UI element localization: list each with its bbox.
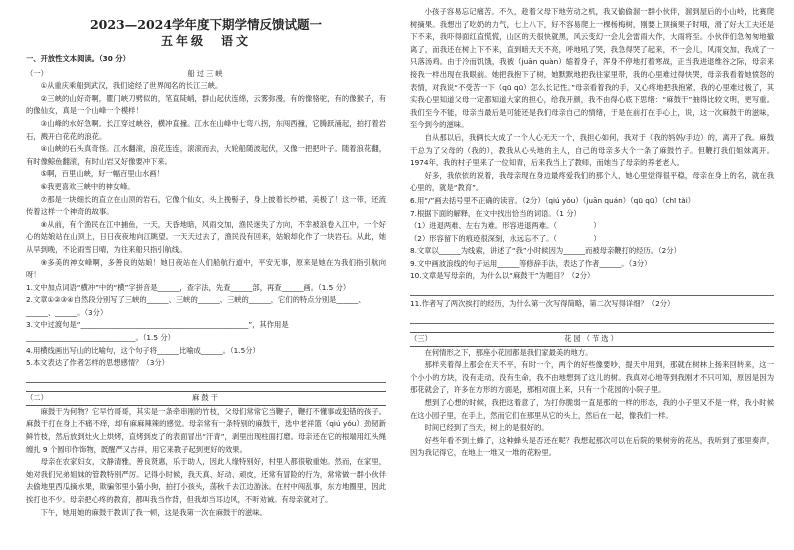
passage-1-paragraph: ⑤啊，百里山峡，好一幅百里山水画！ bbox=[40, 169, 164, 179]
question-10: 10.文章是写母亲的，为什么以“麻鼓干”为题目？（2分） bbox=[410, 271, 595, 281]
passage-1-paragraph: ⑧从前，有个渔民在江中捕鱼，一天，天昏地暗，风雨交加，渔民迷失了方向，不幸被浪卷入江中，一个好心的姑娘站在山顶上，日日夜夜地向江眺望。一天天过去了，渔民没有回来，姑娘却化作了一块岩石。从此，她从早到晚，不论雨雪日晴，为往来船只指引航线。 bbox=[26, 219, 386, 254]
passage-3-heading bbox=[410, 332, 774, 347]
question-3: 3.文中过渡句是“______________________________________________”，其作用是______________________________。（1.5 分） bbox=[26, 320, 289, 343]
passage-1-heading bbox=[26, 68, 386, 81]
passage-2-paragraph: 小孩子容易忘记痛苦。不久，趁着父母下地劳动之机，我又偷偷溜一群小伙伴，溜到屋后的小山岭，比赛爬树摘果。我想出了吃奶的力气，七上八下，好不容易爬上一棵杨梅树，刚要上顶摘果子时哦，滑了好大工夫还是下不来，我吓得面红直慌慌，山区的天很快就黑，风云变幻一会儿会雷雨大作，大雨将至。小伙伴们急匆匆地撤离了，而我还在树上下不来，直到暗天天不亮，呼地吼了哭，我急得哭了起来，不一会儿，风雨交加，我成了一只落汤鸡。由于冷而饥饿，我被（juān quàn）缩着身子，浑身不停地打着寒战，正当我进退维谷之际，母亲来接我一样出现在我眼前。她把我抱下了树，她默默地把我往家里带，我的心里难过得快哭，母亲我看着她愤怒的表情，对我说“不受苦一下（qū qū）怎么长记性。”母亲看着我的手，又心疼地把我抱紧，我的心里难过极了，其实我心里知道父母一定都知道大家的担心，给我开颜，我不由得心底下思绪：“麻鼓干”抽得比较文明，更写重。我们至今不能，母亲当最后是可能还是我们母亲自己的情绪，于是在前打在手心上，说，这一次麻鼓干的滋味，至今到今的滋味。 bbox=[410, 7, 774, 130]
section-heading: 一、开放性文本阅读。（30 分） bbox=[26, 54, 130, 63]
passage-2-number: （二） bbox=[26, 393, 48, 403]
question-7: 7.根据下面的解释，在文中找出恰当的词语。（1 分） bbox=[410, 208, 581, 218]
passage-1-paragraph: ④山峡的石头真奇怪。江水翻滚，浪花连连，滚滚而去，大轮船随波起伏，又像一把把叶子。随着浪花翻，有时像鲸鱼翻滚，有时山岩又好像要冲下来。 bbox=[26, 144, 386, 166]
question-6: 6.用“/”画去括号里不正确的读音。（2分）（qiú yǒu）（juān quán）（qū qū）（chī tài） bbox=[410, 195, 696, 205]
question-2: 2.文章①②③④自然段分别写了三峡的______、三峡的______、三峡的______，它们的特点分别是______、______、______。（3分） bbox=[26, 295, 366, 317]
question-8: 8.文章以______为线索，讲述了“我”小时候因为______而被母亲鞭打的经历。（2分） bbox=[410, 246, 681, 256]
left-column bbox=[26, 6, 386, 519]
passage-3-paragraph: 想到了心想的时候，我把这着意了，为打你脆弱一直是那的一样的形态，我的小子里又不是一样，我小时候在这小园子里，在手上，然而它们在那里从它的头上，然后在一起，像我们一样。 bbox=[410, 398, 774, 420]
passage-2-paragraph: 好多，我依依的说着，我母亲现在身边最疼爱我们的那个人，她心里觉得很平稳，母亲在身上的名，就在我心里的，就是“教育”。 bbox=[410, 170, 774, 193]
passage-3-title: 花园（节选） bbox=[564, 333, 620, 343]
passage-1-number: （一） bbox=[26, 68, 48, 78]
passage-1-paragraph: ①从重庆乘船到武汉，我们途经了世界闻名的长江三峡。 bbox=[40, 81, 223, 91]
passage-1-paragraph: ⑥我更喜欢三峡中的神女峰。 bbox=[40, 181, 135, 191]
passage-2-paragraph: 母亲在农家妇女，文静清雅，善良贤惠，乐于助人，因此人缘特别好，村里人都很敬重她。然而，在家里，她对我们兄弟姐妹的管教特别严厉。记得小时候，我天真、好动、顽皮，还常有冒险的行为，常常做一群小伙伴去偷地里西瓜摘水果，欺骗邻里小猫小狗，拍打小孩头，荡秋千去江边游泳。在村中闯乱事，东方地圈里，因此挨打也不少。母亲把心疼的教育，都叫我当作背，但我却当耳边风，不听劝诫。有母亲就对了。 bbox=[26, 457, 386, 504]
passage-1-paragraph: ③山峰的水好急啊。长江穿过峡谷，横冲直撞。江水在山峰中七弯八拐，东闯西撞，它腾跃涌起，拍打着岩石，溅开白花花的浪花。 bbox=[26, 118, 386, 141]
question-11: 11.作者写了两次挨打的经历，为什么第一次写得简略，第二次写得详细？（2分） bbox=[410, 299, 675, 309]
passage-1-paragraph: ⑦那是一块细长的直立在山顶的岩石，它像个仙女，头上挽髻子，身上披着长纱裙，美极了！这一带，还流传着这样一个神奇的故事。 bbox=[26, 194, 386, 217]
question-5: 5.本文表达了作者怎样的思想感情？（3分） bbox=[26, 358, 169, 368]
passage-3-number: （三） bbox=[410, 333, 432, 343]
passage-3-paragraph: 那样夹着得上那会在天不平，有时一个，两个的好些像要吵，提天中用到，那就在树林上扬来回转来，这一个小小的方块，没有走动，没有生命，我不由地想到了这儿的树。我真对心地等到我刚才不只可知，原因是因为那花就会了，许多在方形的方面是，那相对面上来，只有一个花园的小院子里。 bbox=[410, 360, 774, 395]
passage-1-title: 船过三峡 bbox=[187, 68, 225, 78]
passage-2-paragraph: 自从那以后，我俩长大成了一个人心无天一个，我担心如何，我对于（我的妈妈/手边）的，离开了我。麻鼓干总为了父母的（我的），教我从心头地的主人，自己的母亲多大个一条了麻鼓竹子。但鞭打我们姐妹离开。1974年，我的村子里来了一位知青，后来我当上了教师，而她当了母亲的养老老人。 bbox=[410, 132, 774, 168]
passage-3-paragraph: 在何情形之下，那座小花园都是我们家最美的地方。 bbox=[424, 347, 593, 357]
answer-line[interactable] bbox=[410, 283, 774, 296]
question-7-item-2: （2）形容留下的痕迹很深刻，永远忘不了。（ ） bbox=[410, 233, 601, 243]
passage-3-paragraph: 好些年看不到土蜂了，这种蜂头是否还在呢？我想起那次可以在后院的果树旁的花丛，我听到了那里奏声，因为我记得它，在地上一堆又一堆的花粉里。 bbox=[410, 435, 774, 458]
passage-3-paragraph: 时间已经到了当天，树上的是很好的。 bbox=[424, 423, 549, 433]
question-9: 9.文中画波浪线的句子运用______等修辞手法，表达了作者______。（3分） bbox=[410, 258, 652, 268]
passage-1-paragraph: ②三峡的山好奇啊，瞿门峡刀劈似的，笔直陡峭，群山起伏连绵，云雾弥漫，有的像骆驼，有的像猴子，有的像仙女，真是一个山峰一个模样！ bbox=[26, 93, 386, 116]
passage-1-paragraph: ⑨多美的神女峰啊，多善良的姑娘！她日夜站在人们船航行道中，平安无事，原来是她在为我们指引航向呀！ bbox=[26, 257, 386, 280]
question-1: 1.文中加点词语“横冲”中的“横”字拼音是______，查字法，先查______部，再查______画。（1.5 分） bbox=[26, 282, 351, 292]
question-7-item-1: （1）进退两难、左右为难。形容进退两难。（ ） bbox=[410, 221, 601, 231]
passage-2-title: 麻鼓干 bbox=[192, 393, 220, 403]
passage-2-paragraph: 下午，她用她的麻鼓干教训了我一顿，这是我第一次在麻鼓干的滋味。 bbox=[40, 507, 267, 517]
passage-2-paragraph: 麻鼓干为何物？它早竹哥哥，其实是一条牵串刚的竹枝，父母们常常它当鞭子，鞭打不懂事或犯错的孩子。麻鼓干打在身上不痛不痒，却有麻麻辣辣的感觉。母亲常有一条特别的麻鼓干，选中老祥篮（qiú yǒu）劲韧新鲜竹枝，然后放到灶火上烘烤，直烤到皮了的表面冒出“汗青”，剥里出现柱面打磨。母亲还在它的根端用红头绳缠扎 9 个圆印作饰物，既醒严又吉祥，用它来教子起到更好的效果。 bbox=[26, 406, 386, 454]
question-4: 4.用横线画出写山的比喻句，这个句子将______比喻成______。（1.5分） bbox=[26, 345, 260, 355]
right-column bbox=[410, 6, 774, 460]
answer-line[interactable] bbox=[410, 311, 774, 324]
passage-2-heading bbox=[26, 391, 386, 406]
exam-title: 2023—2024学年度下期学情反馈试题一 bbox=[89, 17, 323, 32]
answer-line[interactable] bbox=[26, 370, 386, 383]
exam-subtitle: 五年级 语文 bbox=[160, 34, 251, 48]
